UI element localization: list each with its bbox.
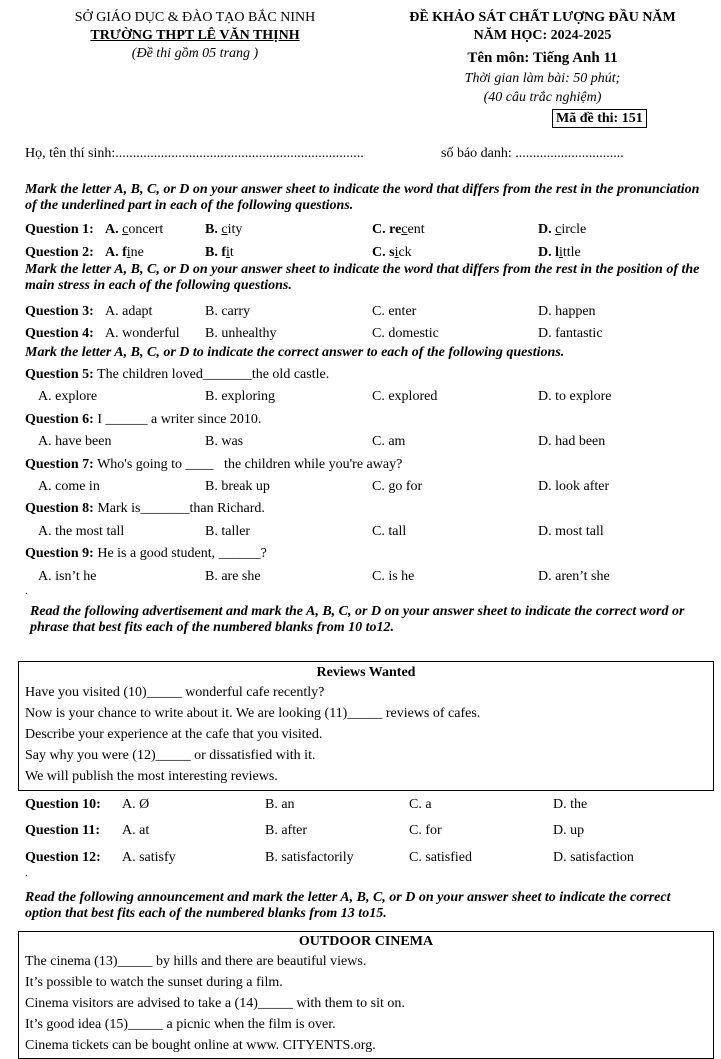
option-c: C. a [409, 797, 432, 812]
exam-code: Mã đề thi: 151 [552, 109, 647, 128]
option-d: D. satisfaction [553, 850, 634, 865]
subject: Tên môn: Tiếng Anh 11 [467, 50, 618, 66]
option-d: D. up [553, 823, 585, 838]
option-c: C. tall [372, 524, 407, 539]
reviews-line: Now is your chance to write about it. We are looking (11)_____ reviews of cafes. [25, 706, 481, 721]
department-name: SỞ GIÁO DỤC & ĐÀO TẠO BẮC NINH [74, 10, 316, 25]
option-a: A. explore [38, 389, 98, 404]
option-d: D. little [538, 245, 581, 260]
question-label: Question 10: [25, 797, 101, 812]
question-3 [25, 304, 705, 322]
candidate-name-label: Họ, tên thí sinh:....................................................................... [25, 146, 364, 161]
time-allowed: Thời gian làm bài: 50 phút; [464, 71, 621, 86]
question-label: Question 2: [25, 245, 94, 260]
candidate-number-label: số báo danh: ............................... [441, 146, 624, 161]
option-c: C. is he [372, 569, 415, 584]
cinema-title: OUTDOOR CINEMA [298, 934, 434, 949]
question-label: Question 11: [25, 823, 101, 838]
option-b: B. was [205, 434, 244, 449]
option-d: D. fantastic [538, 326, 603, 341]
option-c: C. domestic [372, 326, 439, 341]
cinema-line: It’s possible to watch the sunset during a film. [25, 975, 283, 990]
page-count: (Đề thi gồm 05 trang ) [131, 46, 259, 61]
option-c: C. enter [372, 304, 417, 319]
section-instruction-stress: Mark the letter A, B, C, or D on your answer sheet to indicate the word that differs from the rest in the position of the main stress in each of the following questions. [25, 262, 700, 293]
cinema-line: Cinema tickets can be bought online at www. CITYENTS.org. [25, 1038, 376, 1053]
question-8-options [38, 524, 718, 542]
option-a: A. wonderful [105, 326, 180, 341]
cinema-line: Cinema visitors are advised to take a (14)_____ with them to sit on. [25, 996, 405, 1011]
option-c: C. sick [372, 245, 412, 260]
section-instruction-grammar: Mark the letter A, B, C, or D to indicate the correct answer to each of the following questions. [25, 345, 565, 360]
option-b: B. city [205, 222, 243, 237]
question-label: Question 1: [25, 222, 94, 237]
question-2 [25, 245, 705, 263]
option-b: B. exploring [205, 389, 275, 404]
option-a: A. adapt [105, 304, 153, 319]
outdoor-cinema-box [18, 931, 714, 1059]
option-c: C. go for [372, 479, 423, 494]
question-label: Question 3: [25, 304, 94, 319]
question-label: Question 4: [25, 326, 94, 341]
option-c: C. satisfied [409, 850, 472, 865]
option-a: A. fine [105, 245, 144, 260]
question-8-stem: Question 8: Mark is_______than Richard. [25, 501, 265, 516]
cinema-line: The cinema (13)_____ by hills and there are beautiful views. [25, 954, 367, 969]
question-5-options [38, 389, 718, 407]
section-instruction-advertisement: Read the following advertisement and mark the A, B, C, or D on your answer sheet to indicate the correct word or phrase that best fits each of the numbered blanks from 10 to12. [30, 604, 685, 635]
option-b: B. fit [205, 245, 234, 260]
question-6-options [38, 434, 718, 452]
option-a: A. isn’t he [38, 569, 97, 584]
option-c: C. am [372, 434, 406, 449]
separator-dot: . [25, 868, 28, 879]
question-1 [25, 222, 705, 240]
option-c: C. recent [372, 222, 425, 237]
option-a: A. at [122, 823, 150, 838]
option-d: D. look after [538, 479, 610, 494]
option-b: B. taller [205, 524, 251, 539]
option-b: B. an [265, 797, 295, 812]
question-7-stem: Question 7: Who's going to ____ the children while you're away? [25, 457, 403, 472]
option-b: B. break up [205, 479, 270, 494]
question-9-stem: Question 9: He is a good student, ______? [25, 546, 267, 561]
option-d: D. most tall [538, 524, 604, 539]
question-6-stem: Question 6: I ______ a writer since 2010. [25, 412, 262, 427]
question-11 [25, 823, 705, 841]
section-instruction-pronunciation: Mark the letter A, B, C, or D on your answer sheet to indicate the word that differs from the rest in the pronunciation of the underlined part in each of the following questions. [25, 182, 700, 213]
option-d: D. aren’t she [538, 569, 610, 584]
school-year: NĂM HỌC: 2024-2025 [473, 28, 612, 43]
question-5-stem: Question 5: The children loved_______the old castle. [25, 367, 330, 382]
question-10 [25, 797, 705, 815]
option-a: A. come in [38, 479, 100, 494]
option-b: B. carry [205, 304, 251, 319]
question-label: Question 12: [25, 850, 101, 865]
reviews-wanted-box [18, 661, 714, 791]
question-count: (40 câu trắc nghiệm) [483, 90, 602, 105]
reviews-line: Have you visited (10)_____ wonderful cafe recently? [25, 685, 325, 700]
option-b: B. are she [205, 569, 261, 584]
option-c: C. for [409, 823, 442, 838]
reviews-line: Say why you were (12)_____ or dissatisfied with it. [25, 748, 316, 763]
option-a: A. have been [38, 434, 112, 449]
option-d: D. happen [538, 304, 596, 319]
option-a: A. satisfy [122, 850, 176, 865]
option-d: D. the [553, 797, 588, 812]
exam-title: ĐỀ KHẢO SÁT CHẤT LƯỢNG ĐẦU NĂM [409, 10, 676, 25]
question-12 [25, 850, 705, 868]
option-d: D. to explore [538, 389, 612, 404]
option-a: A. the most tall [38, 524, 125, 539]
option-b: B. unhealthy [205, 326, 277, 341]
option-b: B. after [265, 823, 307, 838]
option-a: A. Ø [122, 797, 150, 812]
option-b: B. satisfactorily [265, 850, 354, 865]
question-4 [25, 326, 705, 344]
school-name: TRƯỜNG THPT LÊ VĂN THỊNH [90, 28, 300, 43]
cinema-line: It’s good idea (15)_____ a picnic when the film is over. [25, 1017, 336, 1032]
reviews-line: We will publish the most interesting reviews. [25, 769, 278, 784]
option-c: C. explored [372, 389, 438, 404]
question-9-options [38, 569, 718, 587]
option-d: D. had been [538, 434, 606, 449]
reviews-line: Describe your experience at the cafe that you visited. [25, 727, 323, 742]
question-7-options [38, 479, 718, 497]
separator-dot: . [25, 586, 28, 597]
section-instruction-announcement: Read the following announcement and mark the letter A, B, C, or D on your answer sheet to indicate the correct option that best fits each of the numbered blanks from 13 to15. [25, 890, 671, 921]
reviews-title: Reviews Wanted [316, 665, 416, 680]
option-a: A. concert [105, 222, 164, 237]
option-d: D. circle [538, 222, 587, 237]
